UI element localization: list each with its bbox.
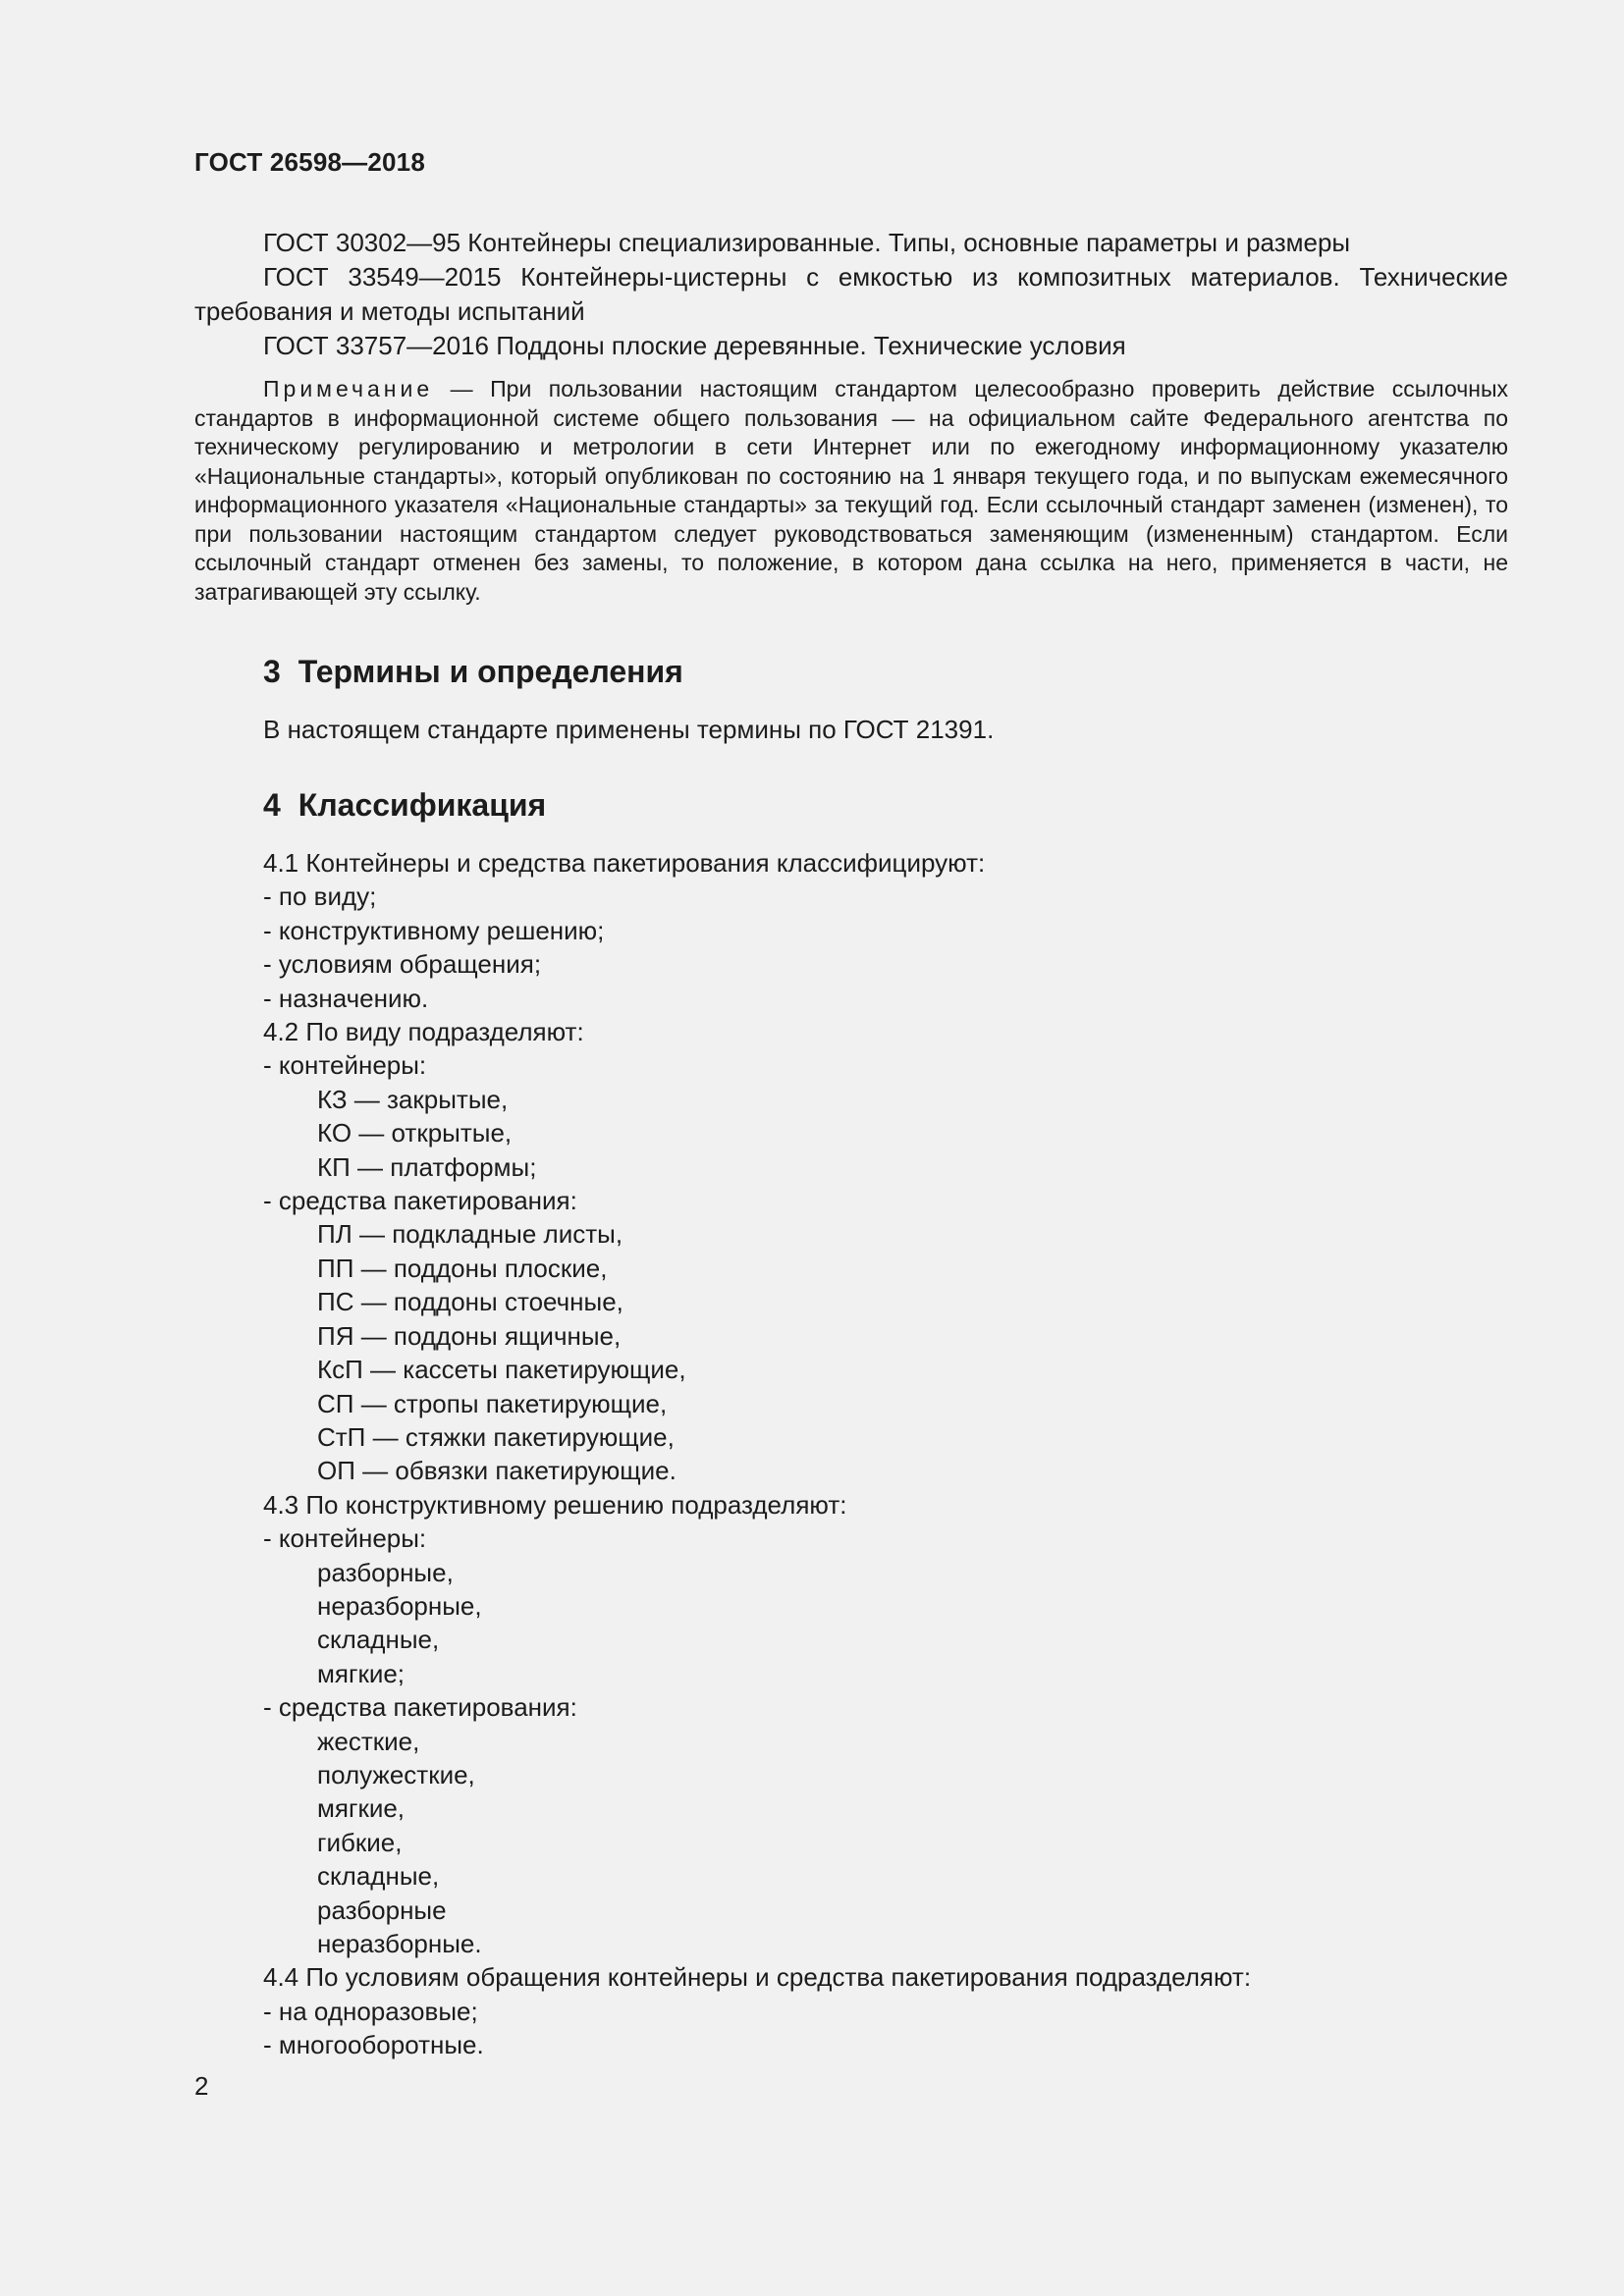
section-4-heading (263, 787, 546, 824)
clause-line: 4.2 По виду подразделяют: (263, 1017, 584, 1047)
section-3-title: Термины и определения (298, 654, 683, 689)
sub-item: ОП — обвязки пакетирующие. (317, 1456, 677, 1486)
sub-item: КсП — кассеты пакетирующие, (317, 1355, 686, 1385)
sub-item: разборные, (317, 1557, 454, 1587)
list-item: - контейнеры: (263, 1523, 427, 1554)
classification-list (263, 846, 1251, 2062)
page-number: 2 (194, 2071, 209, 2101)
sub-item: неразборные, (317, 1590, 482, 1621)
sub-item: СтП — стяжки пакетирующие, (317, 1421, 675, 1452)
list-item: - средства пакетирования: (263, 1692, 577, 1723)
sub-item: мягкие; (317, 1658, 406, 1688)
section-3-text: В настоящем стандарте применены термины по ГОСТ 21391. (263, 715, 995, 744)
sub-item: ПЯ — поддоны ящичные, (317, 1320, 622, 1351)
reference-item: ГОСТ 33549—2015 Контейнеры-цистерны с емкостью из композитных материалов. Технические требования и методы испытаний (194, 262, 1508, 326)
section-3-heading (263, 654, 683, 690)
sub-item: КЗ — закрытые, (317, 1084, 509, 1114)
sub-item: неразборные. (317, 1929, 482, 1958)
note-text: — При пользовании настоящим стандартом целесообразно проверить действие ссылочных стандартов в информационной системе общего пользования — на официальном сайте Федерального агентства по техническому регулированию и метрологии в сети Интернет или по ежегодному информационному указателю «Национальные стандарты», который опубликован по состоянию на 1 января текущего года, и по выпускам ежемесячного информационного указателя «Национальные стандарты» за текущий год. Если ссылочный стандарт заменен (изменен), то при пользовании настоящим стандартом следует руководствоваться заменяющим (измененным) стандартом. Если ссылочный стандарт отменен без замены, то положение, в котором дана ссылка на него, применяется в части, не затрагивающей эту ссылку. (194, 376, 1508, 605)
reference-item: ГОСТ 30302—95 Контейнеры специализированные. Типы, основные параметры и размеры (263, 228, 1351, 257)
list-item: - назначению. (263, 983, 429, 1013)
sub-item: СП — стропы пакетирующие, (317, 1388, 668, 1418)
list-item: - конструктивному решению; (263, 915, 605, 945)
clause-line: 4.3 По конструктивному решению подразделяют: (263, 1489, 847, 1520)
list-item: - условиям обращения; (263, 949, 542, 980)
sub-item: жесткие, (317, 1726, 420, 1756)
sub-item: ПП — поддоны плоские, (317, 1253, 608, 1283)
list-item: - многооборотные. (263, 2030, 484, 2060)
clause-line: 4.4 По условиям обращения контейнеры и средства пакетирования подразделяют: (263, 1962, 1252, 1993)
sub-item: складные, (317, 1625, 440, 1655)
list-item: - на одноразовые; (263, 1996, 478, 2026)
document-header: ГОСТ 26598—2018 (194, 147, 425, 177)
section-3-number: 3 (263, 654, 281, 689)
list-item: - по виду; (263, 881, 377, 912)
sub-item: ПЛ — подкладные листы, (317, 1219, 623, 1250)
reference-item: ГОСТ 33757—2016 Поддоны плоские деревянные. Технические условия (263, 331, 1126, 360)
section-4-title: Классификация (298, 787, 547, 823)
clause-line: 4.1 Контейнеры и средства пакетирования классифицируют: (263, 848, 986, 878)
sub-item: КП — платформы; (317, 1151, 537, 1182)
sub-item: мягкие, (317, 1793, 406, 1824)
sub-item: КО — открытые, (317, 1118, 513, 1148)
sub-item: полужесткие, (317, 1759, 475, 1789)
references-list (194, 226, 1508, 363)
sub-item: складные, (317, 1861, 440, 1892)
list-item: - контейнеры: (263, 1050, 427, 1081)
sub-item: ПС — поддоны стоечные, (317, 1287, 623, 1317)
note-label: Примечание (263, 376, 434, 401)
list-item: - средства пакетирования: (263, 1186, 577, 1216)
note-paragraph (194, 375, 1508, 607)
sub-item: гибкие, (317, 1827, 403, 1857)
section-4-number: 4 (263, 787, 281, 823)
sub-item: разборные (317, 1895, 447, 1925)
